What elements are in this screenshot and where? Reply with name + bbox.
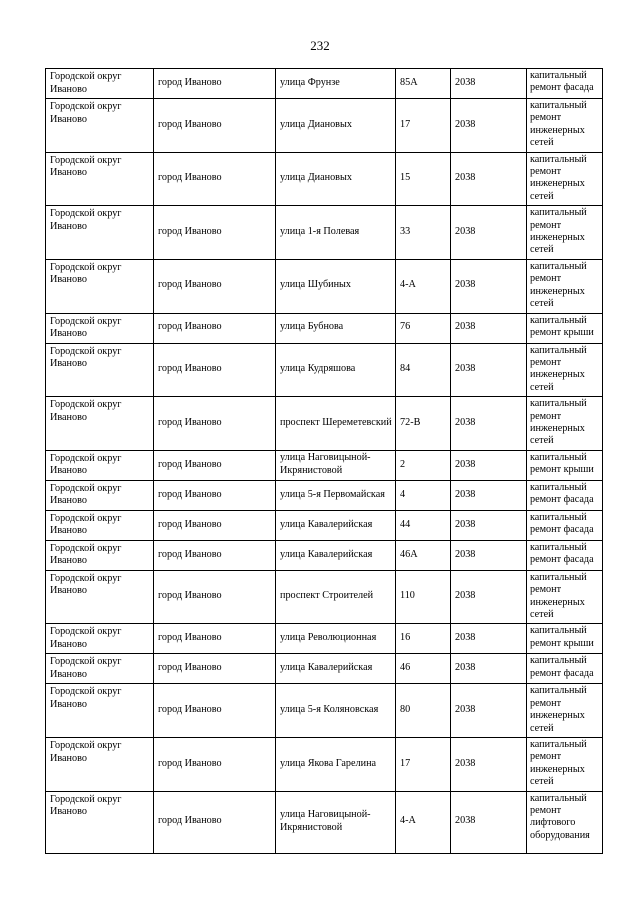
table-row xyxy=(46,654,603,684)
cell-city: город Иваново xyxy=(154,684,276,738)
cell-street: проспект Строителей xyxy=(276,570,396,624)
cell-work-type: капитальный ремонт крыши xyxy=(527,624,603,654)
cell-house-number: 44 xyxy=(396,510,451,540)
cell-street: улица Кудряшова xyxy=(276,343,396,397)
cell-year: 2038 xyxy=(451,259,527,313)
cell-okrug: Городской округ Иваново xyxy=(46,684,154,738)
cell-house-number: 76 xyxy=(396,313,451,343)
cell-year: 2038 xyxy=(451,540,527,570)
cell-work-type: капитальный ремонт фасада xyxy=(527,69,603,99)
cell-street: проспект Шереметевский xyxy=(276,397,396,451)
cell-house-number: 4-А xyxy=(396,259,451,313)
cell-work-type: капитальный ремонт инженерных сетей xyxy=(527,152,603,206)
cell-city: город Иваново xyxy=(154,259,276,313)
cell-city: город Иваново xyxy=(154,99,276,153)
cell-okrug: Городской округ Иваново xyxy=(46,510,154,540)
cell-house-number: 17 xyxy=(396,99,451,153)
cell-year: 2038 xyxy=(451,343,527,397)
cell-year: 2038 xyxy=(451,152,527,206)
cell-house-number: 46 xyxy=(396,654,451,684)
cell-city: город Иваново xyxy=(154,570,276,624)
cell-city: город Иваново xyxy=(154,791,276,853)
cell-work-type: капитальный ремонт инженерных сетей xyxy=(527,738,603,792)
cell-work-type: капитальный ремонт инженерных сетей xyxy=(527,684,603,738)
cell-city: город Иваново xyxy=(154,510,276,540)
cell-house-number: 46А xyxy=(396,540,451,570)
cell-year: 2038 xyxy=(451,570,527,624)
cell-okrug: Городской округ Иваново xyxy=(46,624,154,654)
cell-city: город Иваново xyxy=(154,69,276,99)
cell-okrug: Городской округ Иваново xyxy=(46,738,154,792)
cell-city: город Иваново xyxy=(154,540,276,570)
cell-street: улица Наговицыной-Икрянистовой xyxy=(276,450,396,480)
cell-okrug: Городской округ Иваново xyxy=(46,99,154,153)
table-row xyxy=(46,343,603,397)
cell-okrug: Городской округ Иваново xyxy=(46,343,154,397)
cell-house-number: 110 xyxy=(396,570,451,624)
cell-house-number: 4 xyxy=(396,480,451,510)
cell-city: город Иваново xyxy=(154,480,276,510)
cell-city: город Иваново xyxy=(154,152,276,206)
table-row xyxy=(46,510,603,540)
cell-work-type: капитальный ремонт инженерных сетей xyxy=(527,99,603,153)
cell-city: город Иваново xyxy=(154,397,276,451)
cell-city: город Иваново xyxy=(154,313,276,343)
table-row xyxy=(46,450,603,480)
cell-city: город Иваново xyxy=(154,450,276,480)
cell-work-type: капитальный ремонт крыши xyxy=(527,313,603,343)
table-row xyxy=(46,397,603,451)
cell-year: 2038 xyxy=(451,684,527,738)
cell-okrug: Городской округ Иваново xyxy=(46,450,154,480)
cell-okrug: Городской округ Иваново xyxy=(46,540,154,570)
cell-year: 2038 xyxy=(451,624,527,654)
cell-work-type: капитальный ремонт крыши xyxy=(527,450,603,480)
cell-okrug: Городской округ Иваново xyxy=(46,570,154,624)
cell-city: город Иваново xyxy=(154,206,276,260)
table-row xyxy=(46,152,603,206)
cell-year: 2038 xyxy=(451,313,527,343)
cell-street: улица Революционная xyxy=(276,624,396,654)
table-row xyxy=(46,69,603,99)
cell-street: улица Наговицыной-Икрянистовой xyxy=(276,791,396,853)
cell-year: 2038 xyxy=(451,480,527,510)
cell-work-type: капитальный ремонт фасада xyxy=(527,540,603,570)
table-row xyxy=(46,313,603,343)
cell-street: улица 1-я Полевая xyxy=(276,206,396,260)
cell-work-type: капитальный ремонт лифтового оборудования xyxy=(527,791,603,853)
cell-street: улица Якова Гарелина xyxy=(276,738,396,792)
table-row xyxy=(46,540,603,570)
cell-year: 2038 xyxy=(451,738,527,792)
cell-year: 2038 xyxy=(451,99,527,153)
table-row xyxy=(46,99,603,153)
table-row xyxy=(46,206,603,260)
cell-okrug: Городской округ Иваново xyxy=(46,313,154,343)
cell-work-type: капитальный ремонт инженерных сетей xyxy=(527,397,603,451)
cell-street: улица Кавалерийская xyxy=(276,510,396,540)
page-number: 232 xyxy=(310,38,330,53)
cell-street: улица Диановых xyxy=(276,152,396,206)
cell-street: улица Шубиных xyxy=(276,259,396,313)
table-body xyxy=(46,69,603,854)
cell-house-number: 15 xyxy=(396,152,451,206)
cell-okrug: Городской округ Иваново xyxy=(46,480,154,510)
cell-city: город Иваново xyxy=(154,343,276,397)
cell-street: улица 5-я Первомайская xyxy=(276,480,396,510)
cell-okrug: Городской округ Иваново xyxy=(46,654,154,684)
cell-work-type: капитальный ремонт инженерных сетей xyxy=(527,206,603,260)
table-row xyxy=(46,259,603,313)
cell-year: 2038 xyxy=(451,450,527,480)
cell-street: улица Кавалерийская xyxy=(276,654,396,684)
cell-street: улица Фрунзе xyxy=(276,69,396,99)
cell-okrug: Городской округ Иваново xyxy=(46,152,154,206)
cell-house-number: 2 xyxy=(396,450,451,480)
cell-year: 2038 xyxy=(451,69,527,99)
cell-city: город Иваново xyxy=(154,654,276,684)
cell-street: улица Диановых xyxy=(276,99,396,153)
cell-house-number: 4-А xyxy=(396,791,451,853)
cell-okrug: Городской округ Иваново xyxy=(46,259,154,313)
cell-year: 2038 xyxy=(451,654,527,684)
cell-house-number: 16 xyxy=(396,624,451,654)
table-row xyxy=(46,684,603,738)
cell-work-type: капитальный ремонт фасада xyxy=(527,510,603,540)
table-row xyxy=(46,570,603,624)
cell-street: улица Кавалерийская xyxy=(276,540,396,570)
cell-work-type: капитальный ремонт фасада xyxy=(527,654,603,684)
cell-city: город Иваново xyxy=(154,738,276,792)
cell-city: город Иваново xyxy=(154,624,276,654)
cell-house-number: 80 xyxy=(396,684,451,738)
cell-house-number: 33 xyxy=(396,206,451,260)
cell-okrug: Городской округ Иваново xyxy=(46,397,154,451)
cell-year: 2038 xyxy=(451,397,527,451)
cell-work-type: капитальный ремонт инженерных сетей xyxy=(527,343,603,397)
cell-year: 2038 xyxy=(451,206,527,260)
cell-street: улица 5-я Коляновская xyxy=(276,684,396,738)
cell-okrug: Городской округ Иваново xyxy=(46,69,154,99)
cell-work-type: капитальный ремонт фасада xyxy=(527,480,603,510)
cell-year: 2038 xyxy=(451,791,527,853)
cell-house-number: 85А xyxy=(396,69,451,99)
cell-house-number: 72-В xyxy=(396,397,451,451)
repair-schedule-table xyxy=(45,68,603,854)
cell-work-type: капитальный ремонт инженерных сетей xyxy=(527,570,603,624)
cell-year: 2038 xyxy=(451,510,527,540)
cell-street: улица Бубнова xyxy=(276,313,396,343)
table-row xyxy=(46,791,603,853)
table-row xyxy=(46,624,603,654)
cell-okrug: Городской округ Иваново xyxy=(46,206,154,260)
cell-house-number: 17 xyxy=(396,738,451,792)
cell-okrug: Городской округ Иваново xyxy=(46,791,154,853)
table-row xyxy=(46,480,603,510)
cell-house-number: 84 xyxy=(396,343,451,397)
cell-work-type: капитальный ремонт инженерных сетей xyxy=(527,259,603,313)
table-row xyxy=(46,738,603,792)
